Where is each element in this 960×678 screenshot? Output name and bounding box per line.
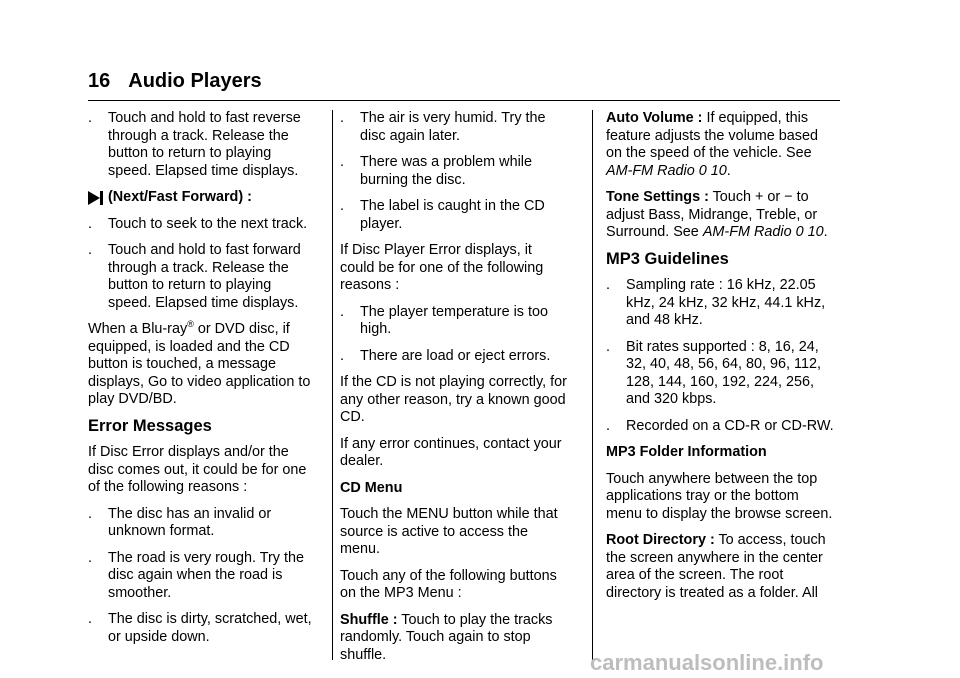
touch-buttons-paragraph: Touch any of the following buttons on the MP3 Menu :: [340, 567, 557, 601]
error-intro: If Disc Error displays and/or the disc comes out, it could be for one of the following reasons :: [88, 444, 307, 495]
bullet: .: [340, 347, 344, 364]
list-item: . Sampling rate : 16 kHz, 22.05 kHz, 24 kHz, 32 kHz, 44.1 kHz, and 48 kHz.: [606, 277, 826, 328]
watermark: carmanualsonline.info: [590, 650, 824, 675]
column-2: [340, 110, 568, 673]
column-divider: [592, 110, 593, 660]
bullet: .: [88, 215, 92, 232]
list-item: . Touch and hold to fast forward through a track. Release the button to return to playing speed. Elapsed time displays.: [88, 242, 301, 311]
auto-volume-paragraph: Auto Volume : If equipped, this feature adjusts the volume based on the speed of the vehicle. See AM-FM Radio 0 10.: [606, 110, 818, 179]
not-playing-paragraph: If the CD is not playing correctly, for any other reason, try a known good CD.: [340, 374, 567, 425]
header-rule: [88, 100, 840, 101]
bullet: .: [606, 338, 610, 355]
next-track-icon: [88, 191, 104, 205]
cd-menu-heading: CD Menu: [340, 479, 403, 496]
list-item: . The disc is dirty, scratched, wet, or upside down.: [88, 611, 312, 645]
menu-paragraph: Touch the MENU button while that source is active to access the menu.: [340, 506, 558, 557]
bullet: .: [606, 277, 610, 293]
list-item: . Touch and hold to fast reverse through a track. Release the button to return to playing speed. Elapsed time displays.: [88, 110, 301, 179]
list-item: . There are load or eject errors.: [340, 347, 551, 364]
column-1: [88, 110, 316, 655]
list-item: . The road is very rough. Try the disc again when the road is smoother.: [88, 549, 304, 601]
bullet: .: [340, 198, 344, 214]
list-item: . There was a problem while burning the disc.: [340, 154, 532, 188]
bullet: .: [88, 611, 92, 627]
error-messages-heading: Error Messages: [88, 416, 212, 435]
list-item: . The player temperature is too high.: [340, 303, 548, 337]
mp3-guidelines-heading: MP3 Guidelines: [606, 249, 729, 268]
list-item: . Touch to seek to the next track.: [88, 215, 308, 232]
list-item: . Recorded on a CD-R or CD-RW.: [606, 417, 834, 434]
bluray-paragraph: When a Blu-ray® or DVD disc, if equipped, is loaded and the CD button is touched, a message displays, Go to video application to play DVD/BD.: [88, 319, 311, 407]
bullet: .: [88, 505, 92, 522]
page-number: 16: [88, 70, 111, 92]
contact-paragraph: If any error continues, contact your dealer.: [340, 435, 562, 469]
folder-paragraph: Touch anywhere between the top applications tray or the bottom menu to display the browse screen.: [606, 470, 833, 522]
root-directory-paragraph: Root Directory : To access, touch the screen anywhere in the center area of the screen. The root directory is treated as a folder. All: [606, 532, 826, 601]
list-item: . The label is caught in the CD player.: [340, 198, 545, 232]
cross-reference: AM-FM Radio: [702, 224, 792, 240]
player-error-paragraph: If Disc Player Error displays, it could be for one of the following reasons :: [340, 242, 544, 293]
tone-settings-paragraph: Tone Settings : Touch + or − to adjust Bass, Midrange, Treble, or Surround. See AM-FM Radio 0 10.: [606, 189, 828, 240]
page-reference: 0 10: [698, 162, 727, 179]
bullet: .: [88, 242, 92, 258]
next-fast-forward-label: (Next/Fast Forward) :: [88, 189, 316, 207]
bullet: .: [606, 417, 610, 434]
list-item: . The air is very humid. Try the disc again later.: [340, 110, 546, 144]
cross-reference: AM-FM Radio: [606, 162, 695, 179]
page-reference: 0 10: [795, 224, 824, 240]
column-divider: [332, 110, 333, 660]
page-title: Audio Players: [128, 70, 262, 92]
column-3: [606, 110, 834, 611]
list-item: . The disc has an invalid or unknown format.: [88, 505, 272, 539]
bullet: .: [340, 110, 344, 126]
mp3-folder-heading: MP3 Folder Information: [606, 444, 767, 460]
shuffle-paragraph: Shuffle : Touch to play the tracks randomly. Touch again to stop shuffle.: [340, 611, 553, 663]
bullet: .: [88, 110, 92, 126]
bullet: .: [340, 154, 344, 170]
page-header: [88, 70, 262, 93]
bullet: .: [88, 549, 92, 566]
bullet: .: [340, 303, 344, 320]
list-item: . Bit rates supported : 8, 16, 24, 32, 40, 48, 56, 64, 80, 96, 112, 128, 144, 160, 192, 224, 256, and 320 kbps.: [606, 338, 821, 407]
